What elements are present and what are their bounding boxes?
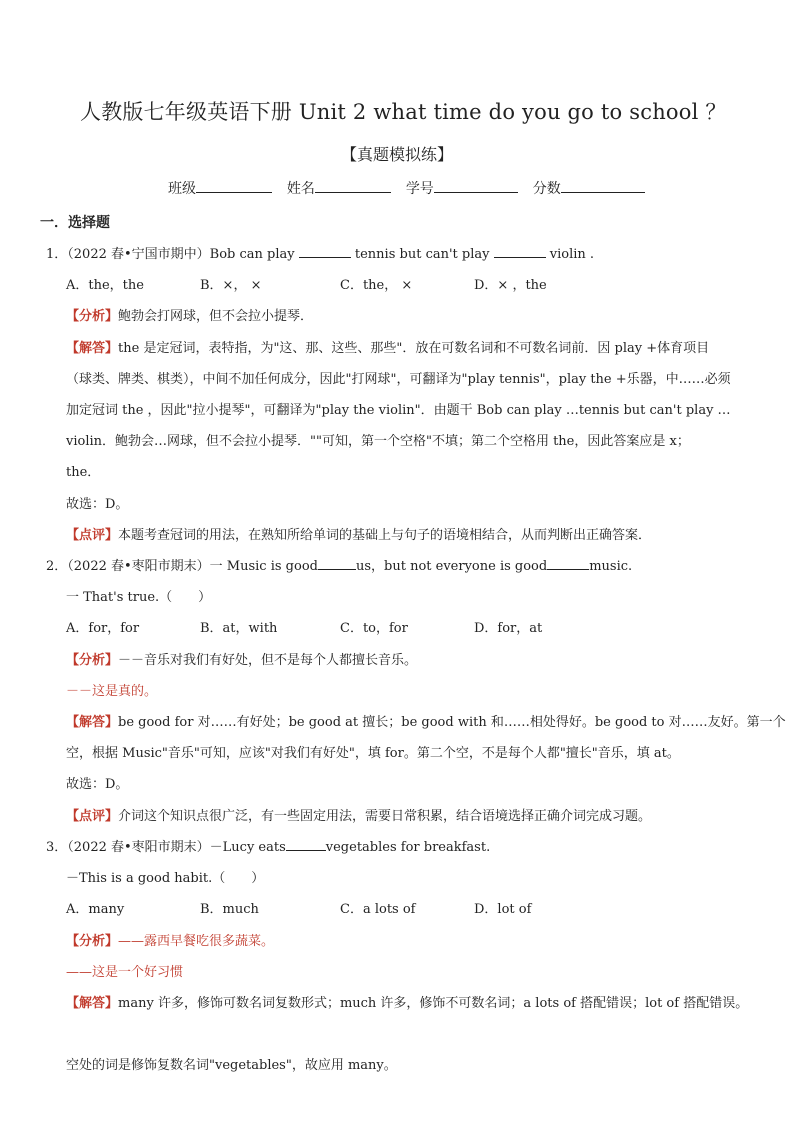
q3-option-d[interactable]: D．lot of (474, 902, 532, 917)
answer-tag: 【解答】 (66, 341, 119, 356)
comment-tag: 【点评】 (66, 528, 119, 543)
q2-answer (66, 711, 786, 730)
q3-option-a[interactable]: A．many (66, 902, 125, 917)
q3-analysis-line: ——这是一个好习惯 (66, 965, 184, 980)
q3-stem-part: 3．（2022 春•枣阳市期末）－Lucy eats (46, 840, 286, 855)
analysis-text: ——露西早餐吃很多蔬菜。 (118, 934, 275, 949)
q2-option-a[interactable]: A．for，for (66, 621, 140, 636)
name-label: 姓名 (286, 181, 315, 197)
q1-option-b[interactable]: B．×， × (200, 278, 262, 293)
q1-answer (66, 337, 709, 356)
answer-text: many 许多，修饰可数名词复数形式；much 许多，修饰不可数名词；a lots of 搭配错误；lot of 搭配错误。 (118, 996, 749, 1011)
q2-comment (66, 805, 651, 824)
q3-line2: －This is a good habit.（ ） (66, 871, 265, 886)
q1-option-c[interactable]: C．the， × (340, 278, 413, 293)
q1-answer-line: 加定冠词 the ，因此"拉小提琴"，可翻译为"play the violin"．由题干 Bob can play …tennis but can't play … (66, 403, 731, 418)
student-info-fields (168, 178, 645, 198)
answer-text: the 是定冠词，表特指，为"这、那、这些、那些"．放在可数名词和不可数名词前．因 play +体育项目 (118, 341, 710, 356)
q1-stem (46, 243, 594, 262)
analysis-text: －－音乐对我们有好处，但不是每个人都擅长音乐。 (118, 653, 418, 668)
score-blank[interactable] (561, 178, 645, 193)
q2-blank-1 (318, 557, 356, 570)
analysis-tag: 【分析】 (66, 653, 119, 668)
q2-option-b[interactable]: B．at，with (200, 621, 278, 636)
q1-stem-part: tennis but can't play (354, 247, 490, 262)
answer-tag: 【解答】 (66, 715, 119, 730)
analysis-tag: 【分析】 (66, 309, 119, 324)
q2-stem-part: us，but not everyone is good (355, 559, 548, 574)
class-label: 班级 (168, 181, 196, 197)
answer-text: be good for 对……有好处；be good at 擅长；be good with 和……相处得好。be good to 对……友好。第一个 (118, 715, 786, 730)
comment-tag: 【点评】 (66, 809, 119, 824)
number-label: 学号 (405, 181, 434, 197)
q1-stem-part: violin . (549, 247, 595, 262)
q3-stem (46, 836, 490, 855)
q2-option-d[interactable]: D．for，at (474, 621, 543, 636)
q3-option-c[interactable]: C．a lots of (340, 902, 416, 917)
q2-analysis (66, 649, 417, 668)
q3-answer (66, 992, 748, 1011)
q3-stem-part: vegetables for breakfast. (325, 840, 491, 855)
q2-answer-line: 空，根据 Music"音乐"可知，应该"对我们有好处"，填 for。第二个空，不是每个人都"擅长"音乐，填 at。 (66, 746, 680, 761)
q1-blank-1 (299, 245, 351, 258)
q1-answer-line: violin．鲍勃会…网球，但不会拉小提琴．""可知，第一个空格"不填；第二个空格用 the，因此答案应是 x； (66, 434, 690, 449)
q1-option-d[interactable]: D．× ，the (474, 278, 547, 293)
q2-stem-part: 2．（2022 春•枣阳市期末）一 Music is good (46, 559, 318, 574)
q3-answer-line: 空处的词是修饰复数名词"vegetables"，故应用 many。 (66, 1058, 397, 1073)
score-label: 分数 (532, 181, 561, 197)
section-heading: 一．选择题 (40, 215, 110, 231)
q1-stem-part: 1．（2022 春•宁国市期中）Bob can play (46, 247, 295, 262)
answer-tag: 【解答】 (66, 996, 119, 1011)
page-title: 人教版七年级英语下册 Unit 2 what time do you go to school ？ (80, 100, 727, 124)
q1-comment (66, 524, 651, 543)
q1-answer-line: the． (66, 465, 101, 480)
class-blank[interactable] (196, 178, 272, 193)
q2-choice: 故选：D。 (66, 777, 129, 792)
q1-choice: 故选：D。 (66, 497, 129, 512)
number-blank[interactable] (434, 178, 518, 193)
q2-option-c[interactable]: C．to，for (340, 621, 408, 636)
q2-stem (46, 555, 632, 574)
q2-blank-2 (547, 557, 589, 570)
name-blank[interactable] (315, 178, 391, 193)
page-subtitle: 【真题模拟练】 (340, 145, 453, 164)
q3-option-b[interactable]: B．much (200, 902, 259, 917)
q3-analysis (66, 930, 274, 949)
comment-text: 本题考查冠词的用法，在熟知所给单词的基础上与句子的语境相结合，从而判断出正确答案． (118, 528, 652, 543)
q3-blank-1 (286, 838, 326, 851)
q2-stem-part: music. (589, 559, 633, 574)
q1-analysis (66, 305, 313, 324)
q1-option-a[interactable]: A．the，the (66, 278, 144, 293)
q1-blank-2 (494, 245, 546, 258)
q2-line2: 一 That's true.（ ） (66, 590, 212, 605)
q1-answer-line: （球类、牌类、棋类），中间不加任何成分，因此"打网球"，可翻译为"play tennis"，play the +乐器，中……必须 (66, 372, 731, 387)
analysis-tag: 【分析】 (66, 934, 119, 949)
analysis-text: 鲍勃会打网球，但不会拉小提琴． (118, 309, 314, 324)
comment-text: 介词这个知识点很广泛，有一些固定用法，需要日常积累，结合语境选择正确介词完成习题。 (118, 809, 652, 824)
q2-analysis-line: －－这是真的。 (66, 684, 158, 699)
